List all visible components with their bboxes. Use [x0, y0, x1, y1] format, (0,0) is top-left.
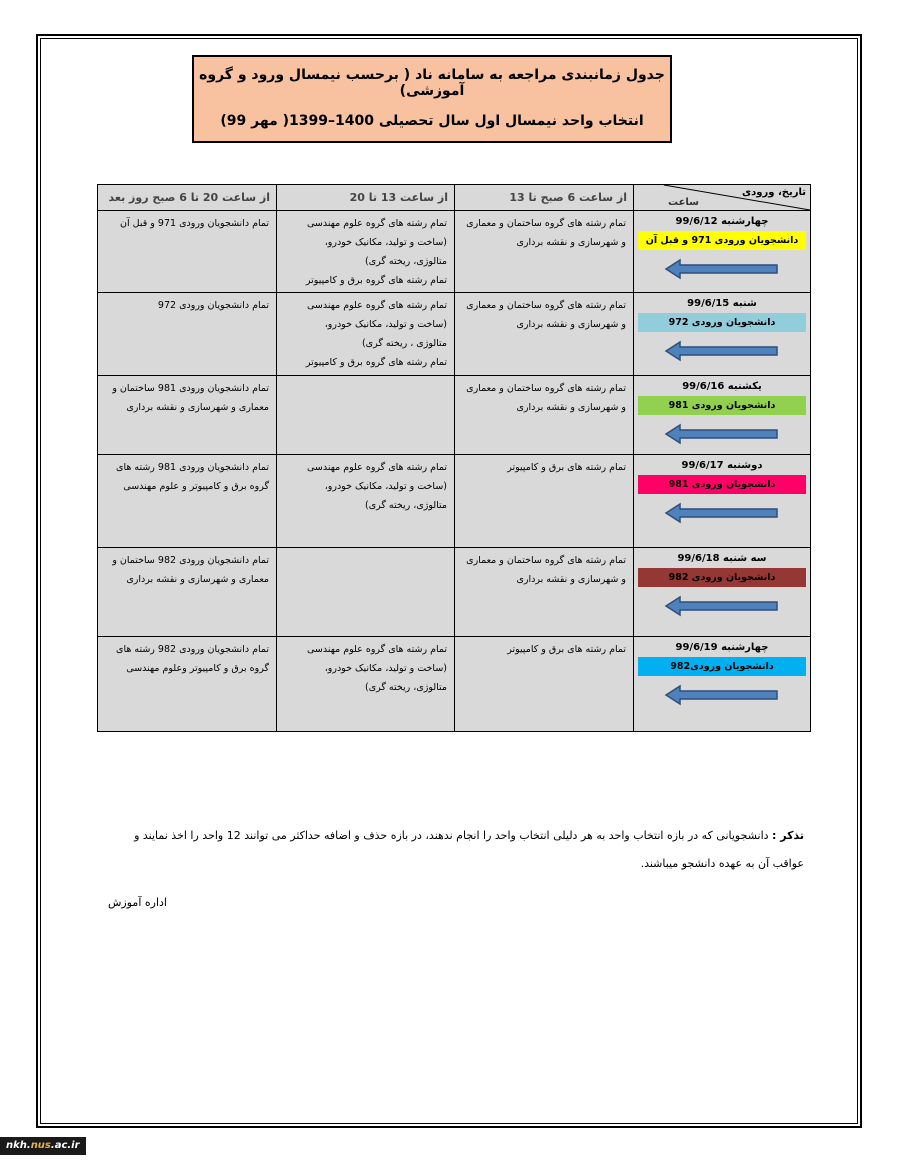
site-suffix: .ac.ir	[50, 1140, 80, 1151]
left-arrow-icon	[663, 422, 781, 446]
cohort-badge: دانشجویان ورودی982	[638, 657, 806, 676]
cohort-badge: دانشجویان ورودی 981	[638, 396, 806, 415]
header-time-label: ساعت	[668, 197, 700, 208]
cell-night	[98, 376, 277, 455]
header-date-label: تاریخ، ورودی	[742, 187, 806, 198]
title-line-1: جدول زمانبندی مراجعه به سامانه ناد ( برحسب نیمسال ورود و گروه آموزشی)	[199, 67, 665, 99]
left-arrow-icon	[663, 594, 781, 618]
left-arrow-icon	[663, 501, 781, 525]
note	[118, 822, 804, 878]
cell-line: معماری و شهرسازی و نقشه برداری	[126, 402, 269, 413]
cell-line: تمام دانشجویان ورودی 971 و قبل آن	[120, 218, 269, 229]
left-arrow-icon	[663, 257, 781, 281]
cell-night	[98, 637, 277, 732]
cell-afternoon	[277, 548, 455, 637]
table-header-row	[98, 185, 811, 211]
cell-line: تمام دانشجویان ورودی 982 رشته های	[116, 644, 269, 655]
site-prefix: nkh.	[6, 1140, 31, 1151]
table-row	[98, 376, 811, 455]
cell-line: معماری و شهرسازی و نقشه برداری	[126, 574, 269, 585]
cell-line: گروه برق و کامپیوتر و علوم مهندسی	[123, 481, 269, 492]
cohort-badge: دانشجویان ورودی 972	[638, 313, 806, 332]
cell-line: و شهرسازی و نقشه برداری	[516, 237, 626, 248]
cell-line: متالوژی، ریخته گری)	[364, 500, 447, 511]
cell-morning	[455, 548, 634, 637]
cell-line: و شهرسازی و نقشه برداری	[516, 402, 626, 413]
cell-line: (ساخت و تولید، مکانیک خودرو،	[324, 237, 447, 248]
table-row	[98, 293, 811, 376]
note-title: تذکر :	[772, 829, 804, 842]
cell-date	[634, 376, 811, 455]
cell-line: متالوژی، ریخته گری)	[364, 256, 447, 267]
cell-night	[98, 455, 277, 548]
date-label: سه شنبه 99/6/18	[677, 553, 767, 564]
left-arrow-icon	[663, 339, 781, 363]
date-label: دوشنبه 99/6/17	[681, 460, 763, 471]
cell-morning	[455, 293, 634, 376]
cell-line: (ساخت و تولید، مکانیک خودرو،	[324, 663, 447, 674]
table-row	[98, 548, 811, 637]
table-row	[98, 211, 811, 293]
signature: اداره آموزش	[108, 896, 167, 909]
date-label: شنبه 99/6/15	[687, 298, 757, 309]
table-row	[98, 637, 811, 732]
cell-line: تمام رشته های برق و کامپیوتر	[507, 644, 626, 655]
cell-line: تمام دانشجویان ورودی 982 ساختمان و	[112, 555, 269, 566]
cell-morning	[455, 637, 634, 732]
cell-line: تمام رشته های گروه برق و کامپیوتر	[305, 275, 447, 286]
cell-line: تمام رشته های گروه علوم مهندسی	[307, 462, 447, 473]
schedule-table	[97, 184, 811, 732]
header-afternoon: از ساعت 13 تا 20	[277, 185, 455, 211]
cell-line: متالوژی، ریخته گری)	[364, 682, 447, 693]
table-row	[98, 455, 811, 548]
cell-afternoon	[277, 376, 455, 455]
cell-date	[634, 637, 811, 732]
cell-date	[634, 548, 811, 637]
cell-night	[98, 548, 277, 637]
cell-line: تمام رشته های گروه ساختمان و معماری	[466, 218, 626, 229]
left-arrow-icon	[663, 683, 781, 707]
cell-date	[634, 293, 811, 376]
cell-morning	[455, 211, 634, 293]
note-text: دانشجویانی که در بازه انتخاب واحد به هر دلیلی انتخاب واحد را انجام ندهند، در بازه حذف و اضافه حداکثر می توانند 12 واحد را اخذ نمایند و عواقب آن به عهده دانشجو میباشند.	[134, 829, 804, 870]
cell-date	[634, 455, 811, 548]
cell-afternoon	[277, 455, 455, 548]
cell-line: و شهرسازی و نقشه برداری	[516, 319, 626, 330]
cell-line: و شهرسازی و نقشه برداری	[516, 574, 626, 585]
cell-line: تمام رشته های گروه علوم مهندسی	[307, 300, 447, 311]
cell-afternoon	[277, 293, 455, 376]
cohort-badge: دانشجویان ورودی 971 و قبل آن	[638, 231, 806, 250]
cell-line: (ساخت و تولید، مکانیک خودرو،	[324, 319, 447, 330]
header-night: از ساعت 20 تا 6 صبح روز بعد	[98, 185, 277, 211]
cell-morning	[455, 455, 634, 548]
cohort-badge: دانشجویان ورودی 982	[638, 568, 806, 587]
cell-line: تمام رشته های گروه علوم مهندسی	[307, 644, 447, 655]
cell-night	[98, 293, 277, 376]
header-date-time-cell	[634, 185, 811, 211]
date-label: چهارشنبه 99/6/12	[675, 216, 769, 227]
site-watermark	[0, 1137, 86, 1155]
cell-morning	[455, 376, 634, 455]
cohort-badge: دانشجویان ورودی 981	[638, 475, 806, 494]
title-box	[192, 55, 672, 143]
cell-line: تمام رشته های گروه علوم مهندسی	[307, 218, 447, 229]
site-accent: nus	[30, 1140, 51, 1151]
cell-line: تمام رشته های گروه برق و کامپیوتر	[305, 357, 447, 368]
cell-afternoon	[277, 211, 455, 293]
cell-line: تمام رشته های گروه ساختمان و معماری	[466, 383, 626, 394]
cell-line: (ساخت و تولید، مکانیک خودرو،	[324, 481, 447, 492]
header-morning: از ساعت 6 صبح تا 13	[455, 185, 634, 211]
cell-date	[634, 211, 811, 293]
cell-line: تمام دانشجویان ورودی 981 رشته های	[116, 462, 269, 473]
cell-line: تمام دانشجویان ورودی 981 ساختمان و	[112, 383, 269, 394]
cell-line: تمام دانشجویان ورودی 972	[157, 300, 269, 311]
cell-line: متالوژی ، ریخته گری)	[361, 338, 447, 349]
cell-line: تمام رشته های برق و کامپیوتر	[507, 462, 626, 473]
cell-afternoon	[277, 637, 455, 732]
title-line-2: انتخاب واحد نیمسال اول سال تحصیلی 1400–1399( مهر 99)	[220, 113, 644, 129]
cell-night	[98, 211, 277, 293]
cell-line: تمام رشته های گروه ساختمان و معماری	[466, 300, 626, 311]
date-label: چهارشنبه 99/6/19	[675, 642, 769, 653]
cell-line: گروه برق و کامپیوتر وعلوم مهندسی	[126, 663, 269, 674]
cell-line: تمام رشته های گروه ساختمان و معماری	[466, 555, 626, 566]
date-label: یکشنبه 99/6/16	[682, 381, 762, 392]
